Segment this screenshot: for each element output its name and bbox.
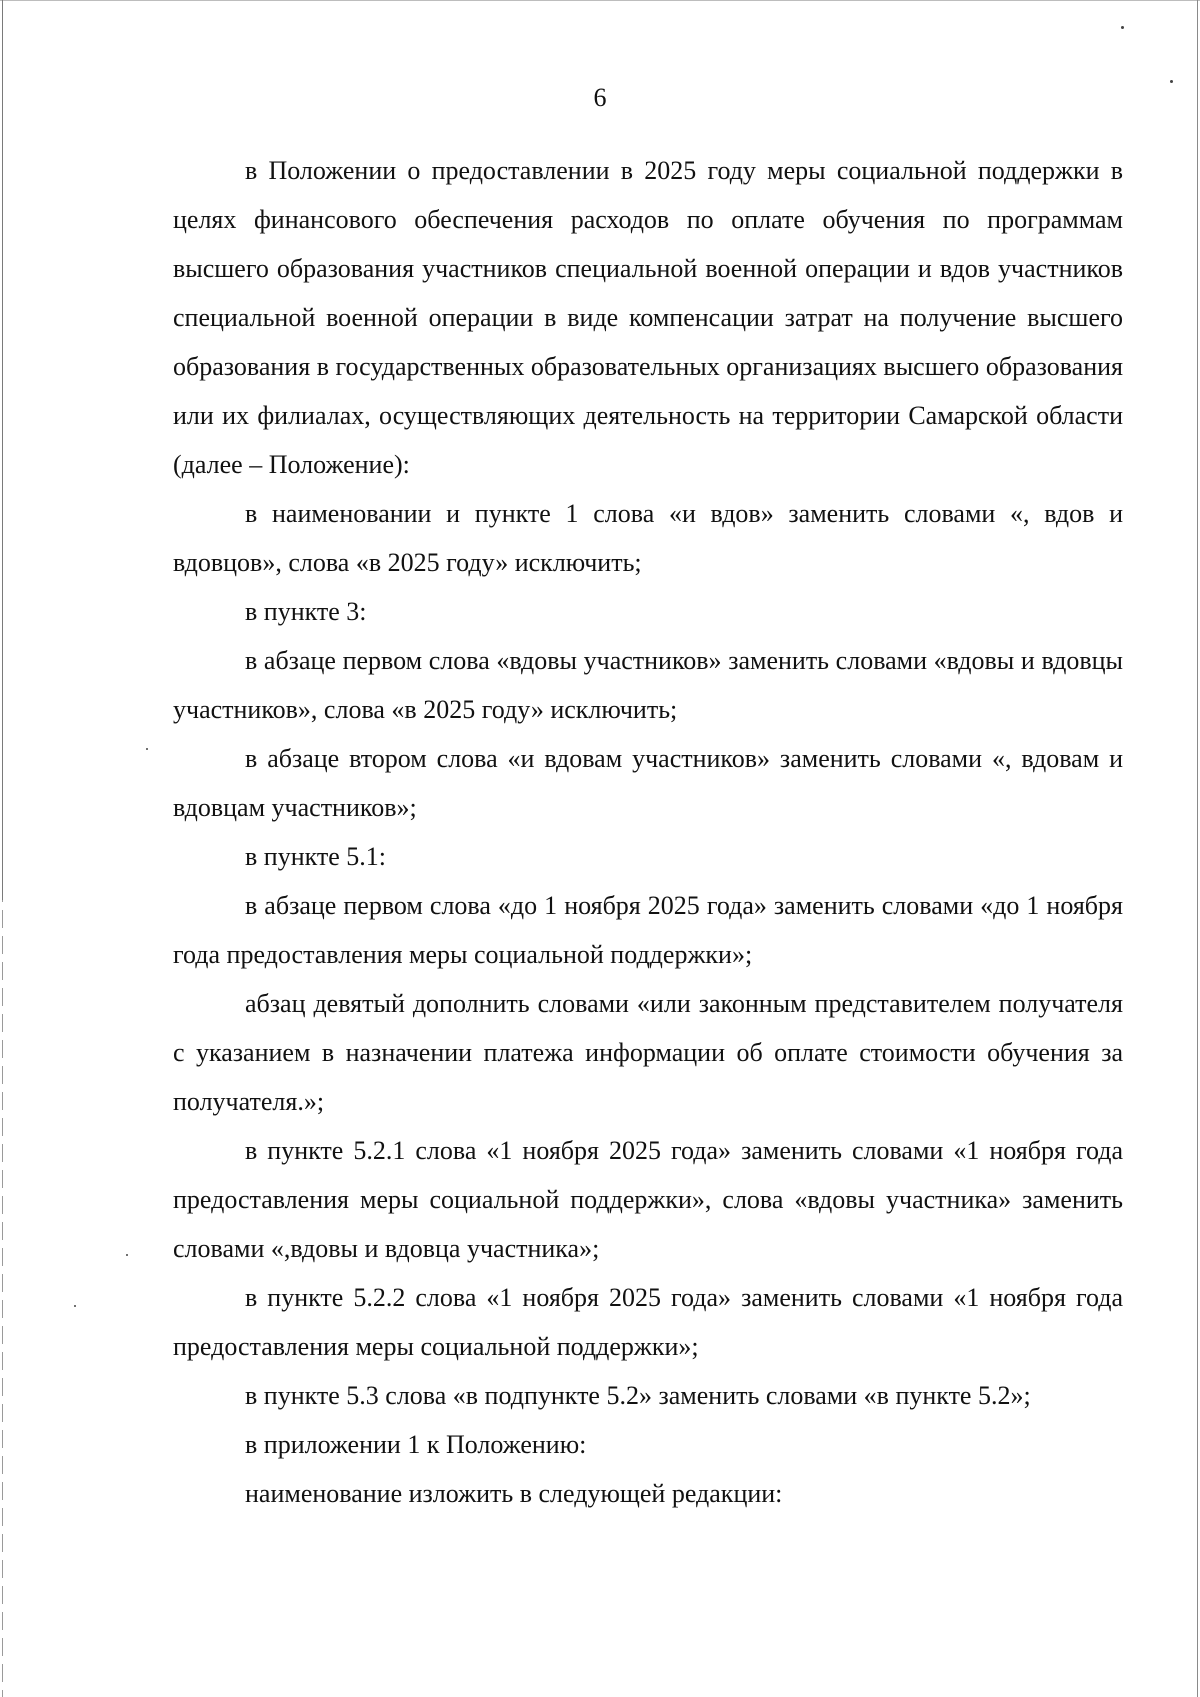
paragraph: в пункте 3: <box>245 597 367 626</box>
paragraph: в пункте 5.1: <box>245 842 387 871</box>
page-left-edge-solid <box>2 0 3 900</box>
page-top-edge <box>0 0 1200 1</box>
paragraph: в пункте 5.2.2 слова «1 ноября 2025 года» заменить словами «1 ноября года предоставления меры социальной поддержки»; <box>173 1283 1123 1361</box>
page-right-edge <box>1197 0 1198 1697</box>
document-body <box>173 146 1123 1518</box>
scan-speck <box>74 1305 76 1307</box>
paragraph: в приложении 1 к Положению: <box>245 1430 587 1459</box>
paragraph: в пункте 5.2.1 слова «1 ноября 2025 года» заменить словами «1 ноября года предоставления меры социальной поддержки», слова «вдовы участника» заменить словами «,вдовы и вдовца участника»; <box>173 1136 1123 1263</box>
paragraph: наименование изложить в следующей редакции: <box>245 1479 783 1508</box>
paragraph: абзац девятый дополнить словами «или законным представителем получателя с указанием в назначении платежа информации об оплате стоимости обучения за получателя.»; <box>173 989 1123 1116</box>
scan-speck <box>1121 26 1124 29</box>
scan-speck <box>126 1254 128 1256</box>
page-number: 6 <box>593 83 607 112</box>
scan-speck <box>1170 80 1173 83</box>
paragraph: в абзаце втором слова «и вдовам участников» заменить словами «, вдовам и вдовцам участников»; <box>173 744 1123 822</box>
paragraph: в Положении о предоставлении в 2025 году меры социальной поддержки в целях финансового обеспечения расходов по оплате обучения по программам высшего образования участников специальной военной операции и вдов участников специальной военной операции в виде компенсации затрат на получение высшего образования в государственных образовательных организациях высшего образования или их филиалах, осуществляющих деятельность на территории Самарской области (далее – Положение): <box>173 156 1123 479</box>
paragraph: в пункте 5.3 слова «в подпункте 5.2» заменить словами «в пункте 5.2»; <box>245 1381 1031 1410</box>
paragraph: в абзаце первом слова «до 1 ноября 2025 года» заменить словами «до 1 ноября года предоставления меры социальной поддержки»; <box>173 891 1123 969</box>
scan-speck <box>146 748 148 750</box>
paragraph: в абзаце первом слова «вдовы участников» заменить словами «вдовы и вдовцы участников», слова «в 2025 году» исключить; <box>173 646 1123 724</box>
paragraph: в наименовании и пункте 1 слова «и вдов» заменить словами «, вдов и вдовцов», слова «в 2025 году» исключить; <box>173 499 1123 577</box>
